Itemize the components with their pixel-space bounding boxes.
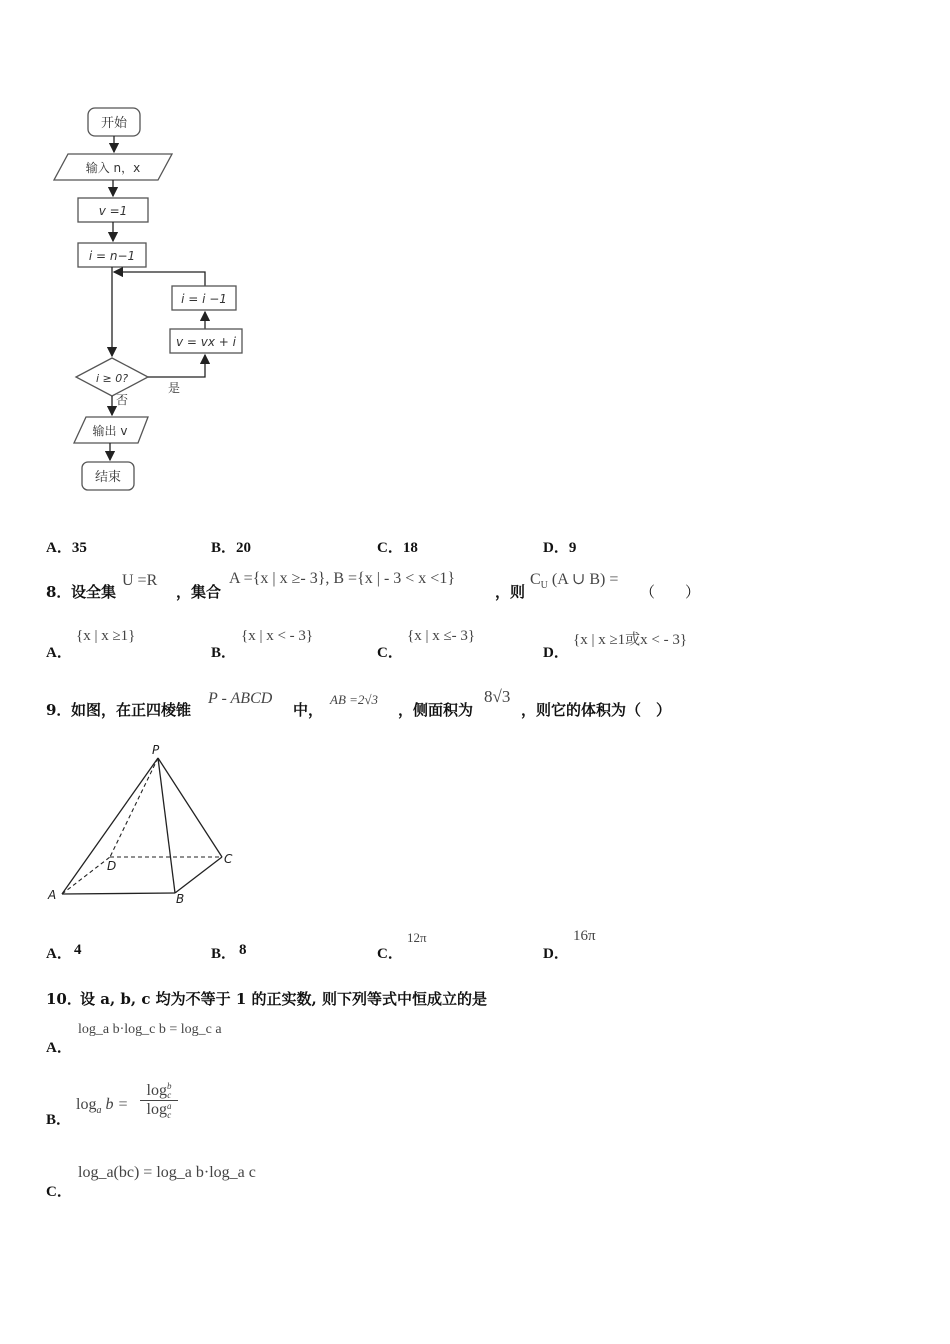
flow-yes-label: 是 [168,381,181,395]
q7-option-d[interactable] [543,536,576,557]
q7-option-b-value: 20 [236,540,252,556]
flow-start-text: 开始 [100,116,128,131]
q10-text: 设 a, b, c 均为不等于 1 的正实数, 则下列等式中恒成立的是 [80,990,488,1008]
q7-option-c-label: C． [377,540,403,556]
q9-text-4: ，则它的体积为（ ） [521,701,672,719]
q8-expr-u: U =R [122,572,158,589]
pyramid-label-a: A [48,888,57,902]
q8-expr-complement [530,569,618,591]
q7-option-b[interactable] [211,536,251,557]
q9-expr-area: 8√3 [484,687,511,706]
q7-option-a-label: A． [46,540,72,556]
q7-option-b-label: B． [211,540,237,556]
pyramid-label-b: B [176,892,185,906]
q8-option-c[interactable]: {x | x ≤- 3} [407,628,476,644]
flow-update-v-text: v = vx + i [175,335,237,349]
q10-option-a-label: A． [46,1040,72,1056]
q10-b-num-log: log [146,1082,167,1099]
q9-option-c-label: C． [377,946,403,962]
q9-expr-ab: AB =2√3 [330,692,379,707]
q9-option-c[interactable]: 12π [407,930,427,945]
q10-b-num-sub: c [167,1090,172,1101]
pyramid-label-c: C [224,852,233,866]
q8-complement-rest: (A ∪ B) = [551,571,619,588]
pyramid-label-d: D [107,859,117,873]
q7-option-d-label: D． [543,540,569,556]
q10-option-b-lhs [76,1096,128,1116]
q8-complement-c: C [530,571,541,588]
q9-expr-pyramid: P - ABCD [208,690,273,707]
q8-complement-sub: U [540,580,548,592]
q7-option-a-value: 35 [71,540,87,556]
pyramid-figure [40,738,250,910]
q10-b-numerator [140,1082,178,1101]
q8-option-c-label: C． [377,645,403,661]
q9-option-a[interactable]: 4 [74,942,82,958]
flow-end-text: 结束 [94,470,122,485]
q9-text-3: ，侧面积为 [398,701,474,719]
q8-number: 8． [46,583,72,601]
q7-option-a[interactable] [46,536,87,557]
q8-option-b-label: B． [211,645,237,661]
flow-decision-text: i ≥ 0? [95,372,129,385]
q8-text-1: 设全集 [71,583,117,601]
q10-b-den-scripts [167,1102,172,1120]
q10-b-lhs-var: b = [105,1096,129,1113]
flowchart [40,100,270,500]
q8-expr-sets: A ={x | x ≥- 3}, B ={x | - 3 < x <1} [229,570,455,587]
q8-option-b[interactable]: {x | x < - 3} [241,628,314,644]
q8-option-d[interactable]: {x | x ≥1或x < - 3} [573,632,688,648]
q10-option-c[interactable]: log_a(bc) = log_a b·log_a c [78,1164,256,1181]
q8-option-a-label: A． [46,645,72,661]
q9-option-d[interactable]: 16π [573,928,596,944]
q10-b-num-sup: b [166,1081,172,1092]
q9-text-2: 中， [293,701,324,719]
q10-number: 10． [46,990,82,1008]
q8-option-d-label: D． [543,645,569,661]
q7-option-c[interactable] [377,536,418,557]
flow-no-label: 否 [116,393,129,407]
q8-option-a[interactable]: {x | x ≥1} [76,628,136,644]
flow-output-text: 输出 v [92,424,128,438]
q8-text-3: ，则 [495,583,526,601]
flow-init-v-text: v =1 [98,204,128,218]
pyramid-label-p: P [152,743,160,757]
q10-b-lhs-log: log [76,1096,97,1113]
q7-option-c-value: 18 [402,540,418,556]
q10-option-b-fraction [140,1082,178,1120]
q9-option-a-label: A． [46,946,72,962]
q8-answer-paren: （ ） [640,583,701,601]
q9-option-b[interactable]: 8 [239,942,247,958]
q9-text-1: 如图，在正四棱锥 [71,701,192,719]
flow-init-i-text: i = n−1 [88,249,136,263]
q10-b-den-sub: c [167,1109,172,1120]
q10-b-lhs-base: a [96,1105,102,1117]
flow-dec-i-text: i = i −1 [181,292,227,306]
q8-text-2: ，集合 [176,583,222,601]
q10-option-a[interactable]: log_a b·log_c b = log_c a [78,1022,222,1037]
q10-b-den-sup: a [166,1100,172,1111]
q9-option-d-label: D． [543,946,569,962]
q10-b-denominator [140,1101,178,1119]
q10-b-num-scripts [167,1082,172,1100]
flow-input-text: 输入 n，x [85,161,141,175]
q10-b-den-log: log [146,1101,167,1119]
q7-option-d-value: 9 [568,540,577,556]
q9-option-b-label: B． [211,946,237,962]
q10-option-c-label: C． [46,1184,72,1200]
q10-option-b-label: B． [46,1112,72,1128]
q9-number: 9． [46,701,72,719]
